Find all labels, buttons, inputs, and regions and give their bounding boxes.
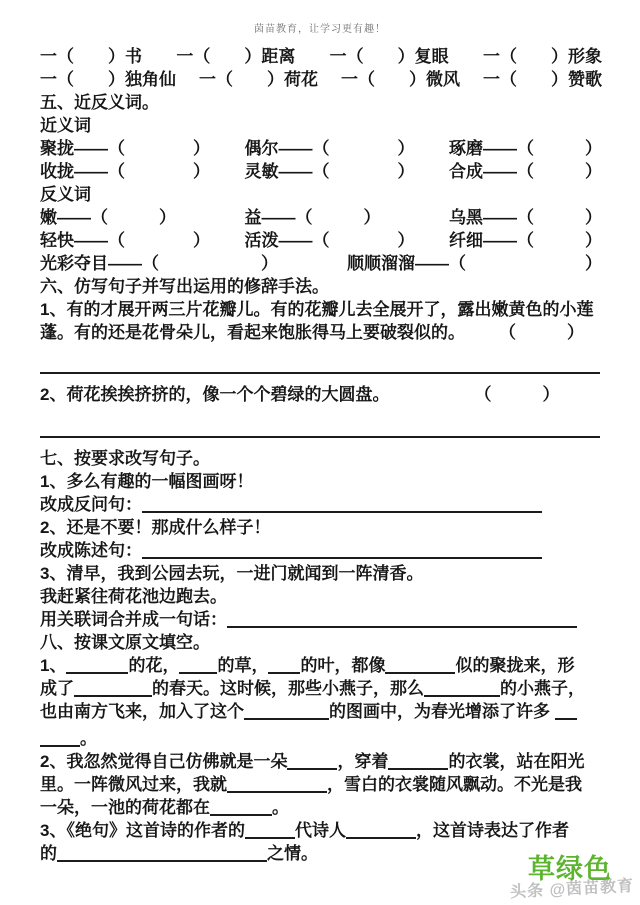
antonym-label <box>40 183 602 206</box>
answer-blank[interactable] <box>142 497 542 513</box>
answer-blank[interactable] <box>142 543 542 559</box>
answer-blank[interactable] <box>210 800 272 816</box>
line-text: 用关联词合并成一句话： <box>40 610 227 629</box>
line-text: 一（ ）独角仙 <box>40 70 176 89</box>
answer-blank[interactable] <box>57 846 267 862</box>
answer-blank[interactable] <box>40 731 80 747</box>
line-text: 2、我忽然觉得自己仿佛就是一朵 <box>40 752 288 771</box>
answer-blank[interactable] <box>244 704 329 720</box>
line-text: 之情。 <box>267 844 318 863</box>
line-text: 活泼——（ ） <box>244 231 415 250</box>
line-text: 一（ ）复眼 <box>329 47 449 66</box>
line-text: 聚拢——（ ） <box>40 139 210 158</box>
line-text: 琢磨——（ ） <box>449 139 602 158</box>
line-text: 2、荷花挨挨挤挤的，像一个个碧绿的大圆盘。 （ ） <box>40 385 560 404</box>
synonym-row-1 <box>40 137 602 160</box>
synonym-row-2 <box>40 160 602 183</box>
quantifier-row-1 <box>40 45 602 68</box>
line-text: 纤细——（ ） <box>449 231 602 250</box>
section-7-heading <box>40 447 602 470</box>
q8-2-line-2 <box>40 773 602 796</box>
line-text: 似的聚拢来，形 <box>455 656 575 675</box>
q6-1-answer-line <box>40 354 602 377</box>
answer-blank[interactable] <box>555 704 577 720</box>
line-text: 成了 <box>40 679 74 698</box>
section-8-heading <box>40 631 602 654</box>
q6-2-answer-line <box>40 418 602 441</box>
line-text: 乌黑——（ ） <box>449 208 602 227</box>
line-text: 也由南方飞来，加入了这个 <box>40 702 244 721</box>
line-text: 代诗人 <box>294 821 346 840</box>
q8-2-line-3 <box>40 796 602 819</box>
answer-blank[interactable] <box>268 658 300 674</box>
line-text: 的草， <box>217 656 269 675</box>
line-text: 的花， <box>128 656 180 675</box>
line-text: 八、按课文原文填空。 <box>40 633 210 652</box>
line-text: 六、仿写句子并写出运用的修辞手法。 <box>40 277 329 296</box>
page-header: 茵苗教育，让学习更有趣！ <box>254 24 386 35</box>
line-text: 蓬。有的还是花骨朵儿，看起来饱胀得马上要破裂似的。 （ ） <box>40 323 584 342</box>
answer-blank[interactable] <box>388 754 448 770</box>
line-text: 光彩夺目——（ ） <box>40 254 278 273</box>
line-text: 的春天。这时候，那些小燕子，那么 <box>152 679 424 698</box>
q6-2-line <box>40 383 602 406</box>
answer-blank[interactable] <box>227 777 327 793</box>
q7-1-rewrite <box>40 493 602 516</box>
answer-blank[interactable] <box>227 612 577 628</box>
synonym-label <box>40 114 602 137</box>
line-text: 收拢——（ ） <box>40 162 210 181</box>
line-text: 灵敏——（ ） <box>244 162 415 181</box>
line-text: 一（ ）微风 <box>341 70 460 89</box>
q8-1-line-4 <box>40 727 602 750</box>
antonym-row-2 <box>40 229 602 252</box>
line-text: 的 <box>40 844 57 863</box>
line-text: 合成——（ ） <box>449 162 602 181</box>
q7-3-rewrite <box>40 608 602 631</box>
antonym-row-3 <box>40 252 602 275</box>
q7-3-line-1 <box>40 562 602 585</box>
line-text: 1、多么有趣的一幅图画呀！ <box>40 472 254 491</box>
line-text: 我赶紧往荷花池边跑去。 <box>40 587 227 606</box>
section-5-heading <box>40 91 602 114</box>
line-text: 轻快——（ ） <box>40 231 210 250</box>
q8-1-line-3 <box>40 700 602 723</box>
toutiao-watermark: 头条 @茵苗教育 <box>509 877 635 902</box>
line-text: 改成陈述句： <box>40 541 142 560</box>
antonym-row-1 <box>40 206 602 229</box>
line-text: 反义词 <box>40 185 91 204</box>
answer-blank[interactable] <box>66 658 128 674</box>
answer-blank[interactable] <box>385 658 455 674</box>
line-text: ，这首诗表达了作者 <box>415 821 569 840</box>
answer-blank[interactable] <box>179 658 217 674</box>
line-text: 改成反问句： <box>40 495 142 514</box>
q8-2-line-1 <box>40 750 602 773</box>
answer-blank[interactable] <box>40 358 600 374</box>
q7-2-line <box>40 516 602 539</box>
q6-1-line-1 <box>40 298 602 321</box>
quantifier-row-2 <box>40 68 602 91</box>
watermark <box>486 849 636 902</box>
line-text: 3、《绝句》这首诗的作者的 <box>40 821 245 840</box>
line-text: 1、有的才展开两三片花瓣儿。有的花瓣儿去全展开了，露出嫩黄色的小莲 <box>40 300 594 319</box>
line-text: 一朵，一池的荷花都在 <box>40 798 210 817</box>
line-text: 一（ ）形象 <box>482 47 602 66</box>
answer-blank[interactable] <box>287 754 337 770</box>
line-text: 偶尔——（ ） <box>244 139 415 158</box>
line-text: 五、近反义词。 <box>40 93 159 112</box>
q7-3-line-2 <box>40 585 602 608</box>
line-text: 的叶，都像 <box>300 656 386 675</box>
line-text: 2、还是不要！那成什么样子！ <box>40 518 271 537</box>
line-text: 一（ ）赞歌 <box>483 70 602 89</box>
q7-2-rewrite <box>40 539 602 562</box>
line-text: 3、清早，我到公园去玩，一进门就闻到一阵清香。 <box>40 564 424 583</box>
line-text: 七、按要求改写句子。 <box>40 449 210 468</box>
green-color-watermark: 草绿色 <box>528 854 612 884</box>
line-text: 顺顺溜溜——（ ） <box>347 254 602 273</box>
line-text: 1、 <box>40 656 67 675</box>
line-text: 一（ ）书 <box>40 47 142 66</box>
line-text: ，雪白的衣裳随风飘动。不光是我 <box>327 775 582 794</box>
line-text: 的图画中，为春光增添了许多 <box>329 702 555 721</box>
answer-blank[interactable] <box>40 422 600 438</box>
line-text: 里。一阵微风过来，我就 <box>40 775 227 794</box>
line-text: 的小燕子， <box>500 679 585 698</box>
line-text: 一（ ）荷花 <box>199 70 318 89</box>
answer-blank[interactable] <box>74 681 152 697</box>
line-text: 益——（ ） <box>244 208 381 227</box>
q8-1-line-1 <box>40 654 602 677</box>
line-text: 的衣裳，站在阳光 <box>448 752 585 771</box>
line-text: 近义词 <box>40 116 91 135</box>
line-text: 。 <box>80 729 97 748</box>
worksheet-body <box>0 35 640 865</box>
q6-1-line-2 <box>40 321 602 344</box>
line-text: 一（ ）距离 <box>176 47 296 66</box>
line-text: 嫩——（ ） <box>40 208 176 227</box>
q8-1-line-2 <box>40 677 602 700</box>
answer-blank[interactable] <box>424 681 500 697</box>
answer-blank[interactable] <box>346 823 416 839</box>
q8-3-line-1 <box>40 819 602 842</box>
line-text: ，穿着 <box>337 752 389 771</box>
line-text: 。 <box>272 798 289 817</box>
section-6-heading <box>40 275 602 298</box>
answer-blank[interactable] <box>245 823 295 839</box>
q7-1-line <box>40 470 602 493</box>
